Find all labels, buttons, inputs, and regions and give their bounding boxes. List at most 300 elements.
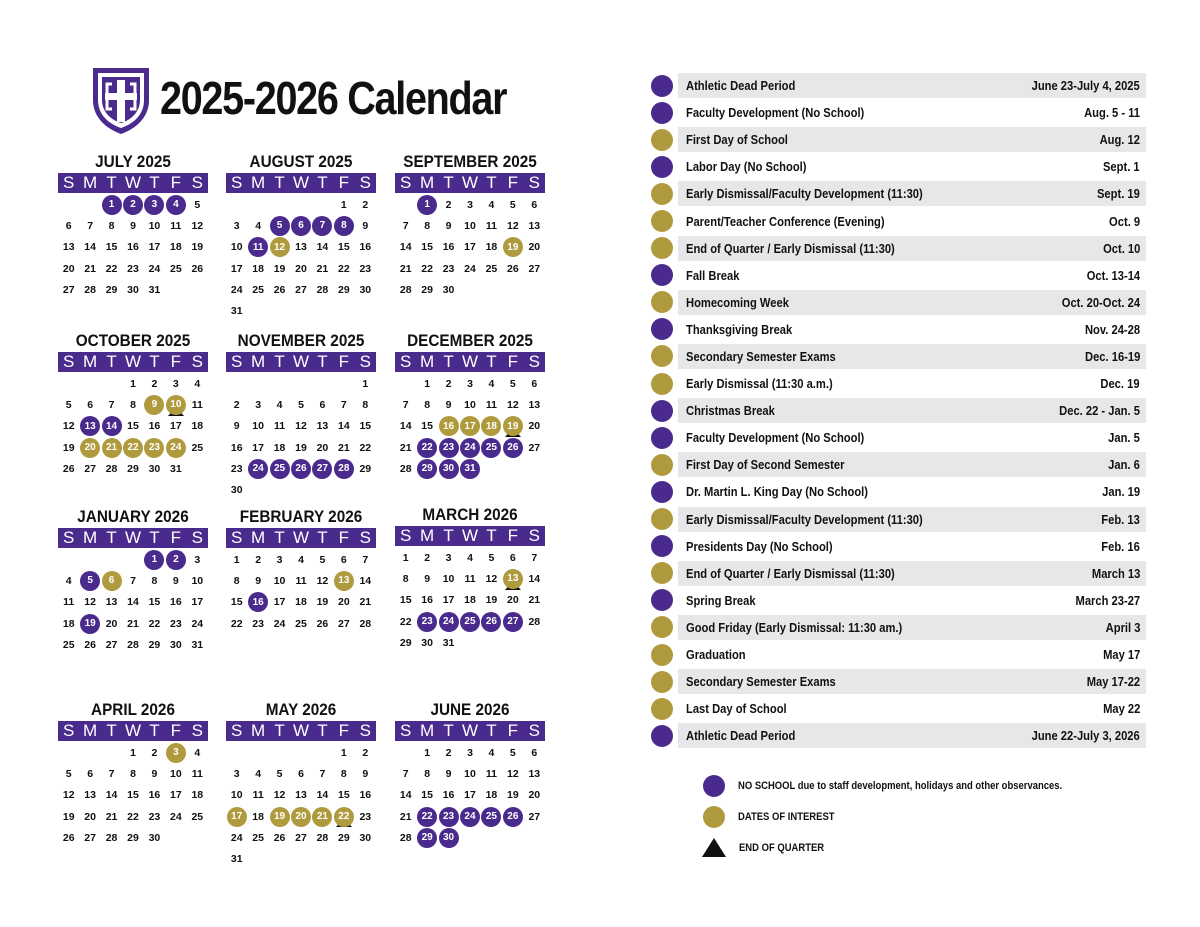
day-number: 15 [421, 789, 433, 802]
day-cell [312, 570, 333, 591]
day-cell [416, 258, 437, 279]
day-number: 15 [105, 241, 118, 254]
day-cell [395, 215, 416, 236]
day-number: 29 [417, 459, 437, 479]
day-cell [122, 394, 143, 415]
event-row [650, 641, 1146, 668]
event-date: Jan. 19 [1102, 484, 1140, 500]
day-number: 4 [488, 746, 495, 759]
day-cell [269, 763, 290, 784]
day-number: 28 [399, 831, 412, 844]
weekday-label: M [83, 352, 98, 371]
day-cell [333, 237, 354, 258]
gold-circle-icon [651, 644, 673, 666]
day-number: 1 [144, 550, 164, 570]
day-cell [269, 279, 290, 300]
day-number: 13 [503, 569, 523, 589]
day-number: 7 [402, 219, 409, 232]
day-cell [438, 547, 459, 568]
month-name: JUNE 2026 [430, 700, 510, 719]
day-cell [395, 590, 416, 611]
day-number: 3 [467, 377, 473, 390]
day-cell [438, 416, 459, 437]
day-number: 30 [442, 283, 455, 296]
day-cell [481, 194, 502, 215]
day-number: 12 [316, 574, 329, 587]
day-number: 23 [144, 438, 164, 458]
weekday-label: F [338, 352, 350, 371]
day-number: 23 [127, 262, 139, 275]
day-number: 8 [233, 574, 240, 587]
empty-day [58, 549, 79, 570]
day-number: 11 [464, 572, 476, 585]
day-cell [524, 547, 545, 568]
day-cell [247, 416, 268, 437]
weekday-label: W [461, 721, 478, 740]
day-cell [269, 394, 290, 415]
event-row [650, 533, 1146, 560]
day-number: 12 [191, 219, 204, 232]
month-name: JANUARY 2026 [77, 507, 189, 526]
day-cell [416, 806, 437, 827]
day-cell [79, 458, 100, 479]
day-number: 17 [252, 441, 264, 454]
day-number: 29 [421, 283, 433, 296]
month-calendar [58, 331, 208, 479]
day-cell [269, 806, 290, 827]
legend-text: DATES OF INTEREST [738, 810, 835, 823]
day-cell [269, 237, 290, 258]
day-number: 3 [233, 767, 240, 780]
day-cell [247, 763, 268, 784]
day-number: 22 [417, 807, 437, 827]
day-number: 16 [148, 789, 161, 802]
weekday-label: F [507, 173, 519, 192]
day-number: 28 [316, 831, 329, 844]
day-cell [395, 237, 416, 258]
weekday-label: M [251, 528, 266, 547]
days-grid [395, 194, 545, 300]
day-cell [355, 279, 376, 300]
empty-day [395, 373, 416, 394]
day-cell [58, 570, 79, 591]
page-title: 2025-2026 Calendar [160, 72, 507, 124]
day-cell [101, 634, 122, 655]
day-cell [247, 458, 268, 479]
day-number: 7 [402, 767, 409, 780]
day-cell [312, 237, 333, 258]
weekday-label: F [507, 721, 519, 740]
day-cell [333, 549, 354, 570]
day-cell [524, 373, 545, 394]
weekday-label: T [274, 721, 285, 740]
day-cell [459, 394, 480, 415]
day-cell [355, 806, 376, 827]
day-number: 20 [507, 594, 519, 607]
month-name: MAY 2026 [265, 700, 337, 719]
day-number: 9 [144, 395, 164, 415]
day-cell [290, 237, 311, 258]
day-cell [438, 258, 459, 279]
day-number: 12 [62, 420, 75, 433]
day-cell [165, 742, 186, 763]
day-cell [524, 806, 545, 827]
day-cell [122, 785, 143, 806]
day-number: 9 [172, 574, 179, 587]
day-cell [290, 394, 311, 415]
day-cell [79, 763, 100, 784]
day-number: 15 [127, 789, 139, 802]
day-cell [269, 827, 290, 848]
event-date: April 3 [1105, 619, 1140, 635]
day-number: 11 [170, 219, 182, 232]
weekday-label: F [170, 352, 182, 371]
day-cell [226, 437, 247, 458]
day-cell [502, 373, 523, 394]
day-number: 13 [528, 767, 541, 780]
day-cell [144, 194, 165, 215]
gold-circle-icon [651, 345, 673, 367]
day-number: 1 [424, 377, 431, 390]
event-name: Labor Day (No School) [686, 159, 807, 175]
day-number: 17 [230, 262, 243, 275]
day-cell [481, 215, 502, 236]
event-date: May 17-22 [1086, 674, 1140, 690]
day-number: 11 [295, 574, 307, 587]
day-cell [416, 547, 437, 568]
day-number: 2 [123, 195, 143, 215]
day-number: 4 [255, 219, 262, 232]
day-cell [58, 215, 79, 236]
day-cell [524, 568, 545, 589]
day-number: 4 [65, 574, 72, 587]
day-cell [187, 806, 208, 827]
day-cell [481, 568, 502, 589]
day-cell [438, 437, 459, 458]
day-cell [395, 279, 416, 300]
day-cell [524, 258, 545, 279]
month-calendar [395, 152, 545, 300]
day-number: 18 [252, 810, 264, 823]
weekday-label: M [420, 526, 435, 545]
day-number: 12 [270, 237, 290, 257]
day-number: 27 [503, 612, 523, 632]
day-number: 29 [338, 831, 350, 844]
event-date: Oct. 10 [1102, 240, 1140, 256]
day-cell [333, 785, 354, 806]
day-cell [355, 763, 376, 784]
day-cell [524, 215, 545, 236]
event-date: Aug. 5 - 11 [1084, 105, 1140, 121]
day-number: 16 [248, 592, 268, 612]
event-date: June 22-July 3, 2026 [1031, 728, 1140, 744]
day-cell [312, 806, 333, 827]
day-cell [395, 611, 416, 632]
day-cell [502, 547, 523, 568]
day-cell [395, 568, 416, 589]
day-number: 1 [340, 198, 347, 211]
empty-day [247, 742, 268, 763]
day-cell [144, 373, 165, 394]
month-calendar [226, 507, 376, 634]
days-grid [226, 373, 376, 501]
day-number: 10 [442, 572, 455, 585]
day-cell [226, 215, 247, 236]
weekday-label: M [420, 721, 435, 740]
day-number: 24 [460, 807, 480, 827]
day-cell [144, 279, 165, 300]
day-number: 16 [170, 596, 182, 609]
day-number: 9 [362, 219, 369, 232]
weekday-label: T [106, 528, 117, 547]
month-calendar [395, 505, 545, 653]
day-number: 8 [402, 572, 409, 585]
day-number: 4 [166, 195, 186, 215]
weekday-label: T [317, 352, 328, 371]
day-number: 5 [509, 198, 516, 211]
weekday-label: T [486, 526, 497, 545]
purple-circle-icon [651, 589, 673, 611]
event-name: Fall Break [686, 267, 740, 283]
day-cell [481, 590, 502, 611]
weekday-label: W [124, 721, 141, 740]
day-cell [438, 568, 459, 589]
day-number: 11 [274, 420, 286, 433]
event-row [650, 126, 1146, 153]
day-number: 17 [148, 241, 161, 254]
day-number: 20 [80, 438, 100, 458]
day-cell [333, 742, 354, 763]
day-number: 30 [148, 462, 161, 475]
day-number: 11 [485, 767, 497, 780]
day-number: 5 [319, 553, 326, 566]
day-cell [438, 806, 459, 827]
day-cell [58, 437, 79, 458]
day-cell [165, 194, 186, 215]
day-cell [290, 258, 311, 279]
day-number: 16 [442, 241, 455, 254]
day-number: 13 [105, 596, 118, 609]
day-number: 11 [63, 596, 75, 609]
day-number: 25 [481, 807, 501, 827]
weekday-label: M [83, 721, 98, 740]
day-cell [144, 613, 165, 634]
empty-day [58, 742, 79, 763]
day-number: 18 [485, 789, 498, 802]
day-cell [333, 806, 354, 827]
day-cell [459, 590, 480, 611]
day-cell [58, 634, 79, 655]
day-cell [58, 394, 79, 415]
weekday-label: M [420, 173, 435, 192]
event-date: Sept. 1 [1103, 159, 1140, 175]
day-cell [290, 806, 311, 827]
day-cell [101, 806, 122, 827]
weekday-header [226, 352, 376, 372]
day-cell [122, 237, 143, 258]
weekday-label: W [292, 173, 309, 192]
day-number: 24 [148, 262, 161, 275]
day-number: 29 [399, 636, 412, 649]
day-number: 28 [127, 638, 139, 651]
day-cell [226, 416, 247, 437]
day-number: 17 [442, 594, 455, 607]
empty-day [269, 742, 290, 763]
day-number: 25 [252, 831, 264, 844]
day-cell [502, 215, 523, 236]
day-number: 4 [467, 551, 473, 564]
day-cell [101, 570, 122, 591]
day-number: 6 [531, 377, 538, 390]
day-number: 22 [123, 438, 143, 458]
day-number: 18 [485, 241, 498, 254]
days-grid [226, 549, 376, 634]
day-number: 2 [362, 746, 369, 759]
day-number: 19 [62, 441, 75, 454]
day-cell [312, 437, 333, 458]
day-number: 30 [230, 484, 243, 497]
day-number: 27 [84, 462, 96, 475]
day-cell [101, 258, 122, 279]
day-cell [333, 458, 354, 479]
day-number: 22 [334, 807, 354, 827]
day-cell [416, 568, 437, 589]
day-cell [269, 258, 290, 279]
day-number: 29 [105, 283, 118, 296]
day-cell [524, 416, 545, 437]
day-cell [144, 827, 165, 848]
event-row [650, 235, 1146, 262]
day-number: 9 [255, 574, 262, 587]
day-cell [122, 763, 143, 784]
day-cell [290, 549, 311, 570]
day-cell [438, 827, 459, 848]
day-number: 25 [485, 262, 498, 275]
day-cell [58, 827, 79, 848]
day-cell [144, 592, 165, 613]
days-grid [395, 373, 545, 479]
day-cell [459, 194, 480, 215]
day-number: 28 [334, 459, 354, 479]
day-cell [333, 592, 354, 613]
day-number: 7 [402, 398, 409, 411]
day-cell [165, 437, 186, 458]
day-number: 12 [485, 572, 498, 585]
event-date: Feb. 16 [1101, 538, 1140, 554]
day-cell [187, 570, 208, 591]
empty-day [79, 194, 100, 215]
day-number: 13 [84, 789, 96, 802]
day-number: 6 [87, 398, 94, 411]
day-number: 2 [424, 551, 431, 564]
day-cell [438, 237, 459, 258]
weekday-label: S [528, 352, 540, 371]
day-number: 22 [417, 438, 437, 458]
day-cell [187, 258, 208, 279]
day-cell [122, 634, 143, 655]
day-number: 4 [194, 746, 201, 759]
day-number: 18 [273, 441, 286, 454]
day-number: 11 [191, 398, 203, 411]
day-number: 1 [233, 553, 240, 566]
day-cell [416, 416, 437, 437]
day-number: 6 [65, 219, 72, 232]
weekday-label: T [443, 173, 454, 192]
day-cell [416, 827, 437, 848]
day-cell [144, 215, 165, 236]
day-cell [79, 416, 100, 437]
day-number: 7 [531, 551, 538, 564]
day-cell [395, 763, 416, 784]
day-number: 17 [227, 807, 247, 827]
day-cell [355, 416, 376, 437]
day-number: 27 [62, 283, 75, 296]
day-cell [247, 237, 268, 258]
day-cell [459, 568, 480, 589]
day-cell [312, 613, 333, 634]
day-cell [226, 458, 247, 479]
day-number: 28 [84, 283, 96, 296]
day-cell [416, 763, 437, 784]
event-name: Thanksgiving Break [686, 321, 793, 337]
day-number: 26 [503, 807, 523, 827]
day-cell [101, 416, 122, 437]
day-cell [355, 215, 376, 236]
event-name: Secondary Semester Exams [686, 674, 836, 690]
day-number: 31 [442, 636, 455, 649]
day-number: 12 [507, 767, 519, 780]
day-cell [416, 279, 437, 300]
day-number: 13 [62, 241, 75, 254]
day-number: 20 [528, 420, 541, 433]
day-cell [58, 237, 79, 258]
day-cell [247, 827, 268, 848]
day-cell [481, 416, 502, 437]
day-number: 20 [62, 262, 75, 275]
day-number: 14 [359, 574, 372, 587]
event-row [650, 424, 1146, 451]
day-number: 24 [166, 438, 186, 458]
event-date: Dec. 22 - Jan. 5 [1059, 403, 1140, 419]
event-row [650, 668, 1146, 695]
weekday-label: S [191, 528, 203, 547]
day-number: 24 [230, 831, 243, 844]
day-number: 25 [481, 438, 501, 458]
day-cell [502, 416, 523, 437]
day-cell [290, 458, 311, 479]
gold-circle-icon [651, 671, 673, 693]
purple-circle-icon [651, 75, 673, 97]
day-cell [459, 742, 480, 763]
gold-circle-icon [651, 291, 673, 313]
weekday-header [58, 173, 208, 193]
weekday-label: F [170, 721, 182, 740]
day-cell [269, 215, 290, 236]
day-cell [165, 549, 186, 570]
days-grid [395, 547, 545, 653]
day-number: 26 [507, 262, 519, 275]
day-number: 2 [233, 398, 240, 411]
event-date: March 23-27 [1075, 592, 1140, 608]
day-number: 29 [148, 638, 161, 651]
day-cell [502, 611, 523, 632]
day-cell [79, 437, 100, 458]
day-cell [395, 632, 416, 653]
day-number: 4 [194, 377, 201, 390]
day-number: 21 [399, 441, 412, 454]
day-cell [79, 827, 100, 848]
day-number: 6 [531, 746, 538, 759]
